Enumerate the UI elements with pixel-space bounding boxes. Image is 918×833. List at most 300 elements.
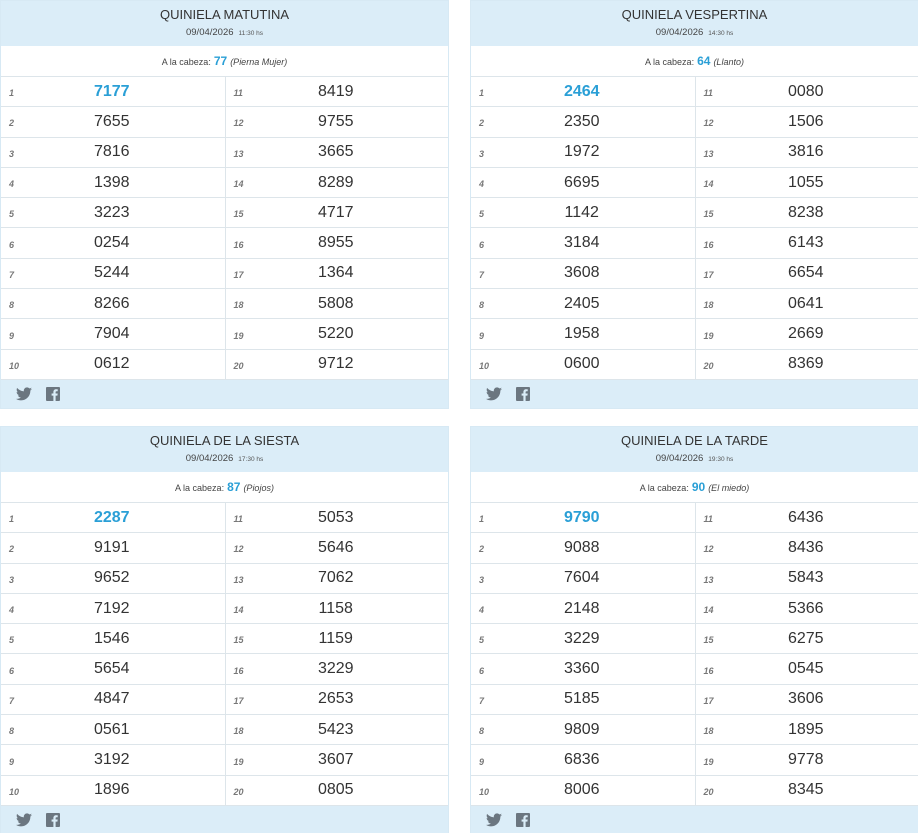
result-row [226, 138, 449, 168]
draw-date [1, 453, 448, 466]
result-row [226, 503, 449, 533]
result-number: 5185 [563, 690, 600, 708]
twitter-icon[interactable] [486, 387, 502, 401]
results-column-right [225, 503, 449, 806]
result-row [471, 776, 695, 806]
result-number: 6436 [787, 508, 824, 526]
result-row [1, 228, 225, 258]
result-number: 7604 [563, 569, 600, 587]
result-position: 16 [233, 665, 244, 676]
result-row [471, 168, 695, 198]
result-position: 13 [233, 148, 244, 159]
result-position: 2 [479, 544, 485, 555]
result-position: 9 [9, 756, 15, 767]
results-column-right [695, 503, 918, 806]
result-number: 3360 [563, 660, 600, 678]
result-number: 0561 [93, 720, 130, 738]
result-number: 3229 [563, 629, 600, 647]
result-row [471, 715, 695, 745]
result-row [1, 138, 225, 168]
draw-date-value: 09/04/2026 [655, 453, 704, 464]
result-row [471, 77, 695, 107]
cabeza-label: A la cabeza: [645, 57, 695, 67]
draw-date-value: 09/04/2026 [185, 453, 234, 464]
result-number: 9778 [787, 751, 824, 769]
result-number: 5646 [317, 538, 354, 556]
result-position: 8 [479, 300, 485, 311]
result-row [696, 107, 918, 137]
result-number: 0080 [787, 82, 824, 100]
draw-hour: 14:30 hs [708, 30, 734, 37]
result-number: 6695 [563, 173, 600, 191]
results-column-right [225, 77, 449, 380]
result-row [696, 564, 918, 594]
result-position: 1 [9, 88, 15, 99]
result-position: 14 [233, 179, 244, 190]
result-position: 12 [703, 544, 714, 555]
result-position: 1 [479, 514, 485, 525]
result-row [226, 289, 449, 319]
result-row [1, 198, 225, 228]
a-la-cabeza [471, 46, 918, 77]
card-footer [471, 380, 918, 408]
result-position: 5 [9, 635, 15, 646]
result-position: 12 [233, 544, 244, 555]
result-number: 5220 [317, 325, 354, 343]
result-row [696, 533, 918, 563]
result-row [696, 654, 918, 684]
result-number: 7904 [93, 325, 130, 343]
result-position: 6 [9, 239, 15, 250]
result-row [226, 259, 449, 289]
result-position: 7 [9, 695, 15, 706]
draw-hour: 19:30 hs [708, 456, 734, 463]
result-row [696, 624, 918, 654]
result-row [471, 624, 695, 654]
results-card-vespertina [470, 0, 918, 409]
cabeza-label: A la cabeza: [161, 57, 211, 67]
result-row [696, 138, 918, 168]
result-row [226, 168, 449, 198]
result-position: 18 [703, 726, 714, 737]
result-number: 3184 [563, 234, 600, 252]
result-number: 1159 [318, 629, 353, 647]
result-number: 8369 [787, 355, 824, 373]
result-position: 9 [479, 330, 485, 341]
result-position: 6 [479, 239, 485, 250]
result-position: 13 [233, 574, 244, 585]
result-position: 12 [703, 118, 714, 129]
result-number: 7062 [317, 569, 354, 587]
results-card-tarde [470, 426, 918, 833]
facebook-icon[interactable] [516, 387, 532, 401]
result-number: 5244 [93, 264, 130, 282]
result-position: 4 [479, 605, 485, 616]
draw-date-value: 09/04/2026 [655, 27, 704, 38]
result-position: 17 [703, 269, 714, 280]
result-position: 11 [233, 514, 243, 525]
result-number: 8955 [317, 234, 354, 252]
result-row [226, 654, 449, 684]
result-row [696, 685, 918, 715]
result-number: 1158 [318, 599, 353, 617]
card-title: QUINIELA VESPERTINA [621, 7, 768, 22]
result-number: 2669 [787, 325, 824, 343]
result-row [471, 319, 695, 349]
result-position: 16 [233, 239, 244, 250]
result-number: 2653 [317, 690, 354, 708]
results-grid [1, 503, 448, 806]
result-position: 10 [479, 360, 490, 371]
result-number: 0254 [93, 234, 130, 252]
cabeza-number: 87 [227, 480, 241, 494]
result-position: 19 [233, 756, 244, 767]
result-position: 2 [479, 118, 485, 129]
result-number: 4847 [93, 690, 130, 708]
result-number: 8419 [317, 82, 354, 100]
result-row [471, 685, 695, 715]
result-row [226, 685, 449, 715]
result-row [471, 533, 695, 563]
result-position: 8 [9, 726, 15, 737]
result-number: 3606 [787, 690, 824, 708]
result-row [1, 685, 225, 715]
result-row [226, 745, 449, 775]
result-number: 3665 [317, 143, 354, 161]
result-row [471, 198, 695, 228]
result-row [696, 594, 918, 624]
result-position: 12 [233, 118, 244, 129]
result-position: 1 [479, 88, 485, 99]
result-row [696, 350, 918, 380]
result-row [1, 503, 225, 533]
result-number: 7816 [93, 143, 130, 161]
results-card-siesta [0, 426, 449, 833]
result-position: 18 [703, 300, 714, 311]
result-position: 11 [233, 88, 243, 99]
facebook-icon[interactable] [46, 387, 62, 401]
cabeza-label: A la cabeza: [639, 483, 689, 493]
a-la-cabeza [1, 472, 448, 503]
result-row [226, 350, 449, 380]
result-number: 1142 [564, 203, 599, 221]
result-position: 10 [9, 786, 20, 797]
result-position: 8 [479, 726, 485, 737]
result-position: 14 [703, 605, 714, 616]
result-position: 6 [9, 665, 15, 676]
result-row [226, 594, 449, 624]
result-number: 6143 [787, 234, 824, 252]
result-row [1, 624, 225, 654]
result-position: 15 [703, 209, 714, 220]
result-row [696, 715, 918, 745]
result-row [696, 503, 918, 533]
result-position: 3 [9, 574, 15, 585]
result-row [471, 350, 695, 380]
card-title: QUINIELA DE LA TARDE [621, 433, 768, 448]
result-position: 20 [703, 786, 714, 797]
result-row [471, 594, 695, 624]
results-card-matutina [0, 0, 449, 409]
twitter-icon[interactable] [486, 813, 502, 827]
result-number: 3816 [787, 143, 824, 161]
result-number: 1972 [563, 143, 600, 161]
cabeza-meaning: (El miedo) [708, 483, 750, 493]
result-position: 19 [703, 756, 714, 767]
result-row [1, 350, 225, 380]
a-la-cabeza [471, 472, 918, 503]
results-column-right [695, 77, 918, 380]
draw-hour: 17:30 hs [238, 456, 264, 463]
result-position: 5 [479, 209, 485, 220]
result-row [696, 77, 918, 107]
result-position: 15 [233, 635, 244, 646]
result-position: 20 [703, 360, 714, 371]
result-number: 1055 [787, 173, 824, 191]
result-position: 8 [9, 300, 15, 311]
results-column-left [471, 77, 695, 380]
result-position: 7 [479, 269, 485, 280]
result-position: 3 [9, 148, 15, 159]
result-position: 14 [233, 605, 244, 616]
result-position: 2 [9, 118, 15, 129]
result-row [471, 228, 695, 258]
result-position: 3 [479, 148, 485, 159]
result-row [696, 228, 918, 258]
result-number: 7655 [93, 112, 130, 130]
result-position: 17 [703, 695, 714, 706]
result-row [1, 533, 225, 563]
result-number: 5423 [317, 720, 354, 738]
result-number: 3607 [317, 751, 354, 769]
result-row [471, 503, 695, 533]
result-number: 2287 [93, 508, 130, 526]
result-position: 13 [703, 148, 714, 159]
result-position: 20 [233, 360, 244, 371]
results-column-left [1, 503, 225, 806]
result-row [226, 198, 449, 228]
result-number: 5843 [787, 569, 824, 587]
result-row [696, 776, 918, 806]
result-number: 8289 [317, 173, 354, 191]
result-row [1, 745, 225, 775]
result-row [226, 228, 449, 258]
result-position: 9 [9, 330, 15, 341]
result-row [696, 745, 918, 775]
result-number: 9088 [563, 538, 600, 556]
result-number: 6836 [563, 751, 600, 769]
result-number: 3192 [93, 751, 130, 769]
card-header [1, 427, 448, 472]
result-position: 17 [233, 269, 244, 280]
result-position: 19 [233, 330, 244, 341]
result-number: 4717 [317, 203, 354, 221]
draw-date [1, 27, 448, 40]
result-number: 1546 [93, 629, 130, 647]
result-number: 1895 [787, 720, 824, 738]
twitter-icon[interactable] [16, 387, 32, 401]
card-header [471, 427, 918, 472]
result-position: 10 [9, 360, 20, 371]
result-number: 9755 [317, 112, 354, 130]
result-row [226, 77, 449, 107]
card-footer [1, 806, 448, 833]
result-row [696, 319, 918, 349]
result-number: 7177 [93, 82, 130, 100]
result-position: 11 [703, 514, 713, 525]
card-footer [1, 380, 448, 408]
result-number: 9652 [93, 569, 130, 587]
result-row [1, 776, 225, 806]
card-header [1, 1, 448, 46]
results-grid [471, 503, 918, 806]
result-row [226, 564, 449, 594]
result-number: 1364 [317, 264, 354, 282]
result-position: 15 [703, 635, 714, 646]
twitter-icon[interactable] [16, 813, 32, 827]
card-header [471, 1, 918, 46]
result-row [696, 198, 918, 228]
result-number: 8436 [787, 538, 824, 556]
result-row [1, 259, 225, 289]
result-position: 3 [479, 574, 485, 585]
cabeza-meaning: (Pierna Mujer) [230, 57, 288, 67]
result-position: 15 [233, 209, 244, 220]
result-row [696, 289, 918, 319]
result-position: 5 [9, 209, 15, 220]
a-la-cabeza [1, 46, 448, 77]
result-number: 2350 [563, 112, 600, 130]
result-position: 16 [703, 665, 714, 676]
result-number: 9790 [563, 508, 600, 526]
draw-date [471, 453, 918, 466]
result-position: 7 [479, 695, 485, 706]
result-number: 3229 [317, 660, 354, 678]
result-row [696, 259, 918, 289]
result-number: 8238 [787, 203, 824, 221]
result-number: 5654 [93, 660, 130, 678]
results-column-left [1, 77, 225, 380]
result-position: 18 [233, 726, 244, 737]
result-row [471, 564, 695, 594]
result-number: 9191 [93, 538, 130, 556]
result-row [226, 319, 449, 349]
result-number: 7192 [93, 599, 130, 617]
result-position: 10 [479, 786, 490, 797]
result-number: 1506 [787, 112, 824, 130]
draw-date-value: 09/04/2026 [185, 27, 234, 38]
result-position: 7 [9, 269, 15, 280]
result-number: 2464 [563, 82, 600, 100]
result-number: 1896 [93, 781, 130, 799]
result-number: 2405 [563, 294, 600, 312]
result-position: 9 [479, 756, 485, 767]
result-row [1, 564, 225, 594]
result-position: 14 [703, 179, 714, 190]
result-row [1, 107, 225, 137]
result-row [226, 776, 449, 806]
result-number: 8266 [93, 294, 130, 312]
result-number: 6654 [787, 264, 824, 282]
card-footer [471, 806, 918, 833]
result-number: 0600 [563, 355, 600, 373]
result-number: 9809 [563, 720, 600, 738]
result-row [1, 319, 225, 349]
results-grid [471, 77, 918, 380]
result-row [1, 594, 225, 624]
result-row [226, 715, 449, 745]
card-title: QUINIELA MATUTINA [159, 7, 290, 22]
result-number: 2148 [563, 599, 600, 617]
result-row [1, 654, 225, 684]
result-row [226, 624, 449, 654]
cabeza-meaning: (Piojos) [243, 483, 274, 493]
result-row [471, 138, 695, 168]
facebook-icon[interactable] [46, 813, 62, 827]
result-row [471, 259, 695, 289]
results-column-left [471, 503, 695, 806]
result-position: 16 [703, 239, 714, 250]
result-row [226, 107, 449, 137]
result-row [471, 745, 695, 775]
results-grid [1, 77, 448, 380]
draw-date [471, 27, 918, 40]
result-number: 1398 [93, 173, 130, 191]
result-number: 6275 [787, 629, 824, 647]
draw-hour: 11:30 hs [238, 30, 263, 37]
result-position: 19 [703, 330, 714, 341]
result-row [1, 77, 225, 107]
result-row [471, 107, 695, 137]
card-title: QUINIELA DE LA SIESTA [149, 433, 300, 448]
result-position: 18 [233, 300, 244, 311]
result-row [696, 168, 918, 198]
result-number: 0612 [93, 355, 130, 373]
result-number: 5053 [317, 508, 354, 526]
result-row [471, 289, 695, 319]
cabeza-number: 77 [213, 54, 228, 68]
facebook-icon[interactable] [516, 813, 532, 827]
result-position: 1 [9, 514, 15, 525]
result-number: 3223 [93, 203, 130, 221]
result-row [471, 654, 695, 684]
result-position: 11 [703, 88, 713, 99]
result-number: 5366 [787, 599, 824, 617]
result-number: 0805 [317, 781, 354, 799]
result-position: 4 [9, 605, 15, 616]
result-row [226, 533, 449, 563]
result-number: 0545 [787, 660, 824, 678]
result-number: 1958 [563, 325, 600, 343]
result-number: 3608 [563, 264, 600, 282]
result-position: 4 [479, 179, 485, 190]
result-row [1, 168, 225, 198]
cabeza-meaning: (Llanto) [713, 57, 744, 67]
result-position: 17 [233, 695, 244, 706]
result-number: 9712 [317, 355, 354, 373]
cabeza-number: 90 [691, 480, 706, 494]
result-position: 5 [479, 635, 485, 646]
result-row [1, 715, 225, 745]
result-row [1, 289, 225, 319]
result-position: 6 [479, 665, 485, 676]
result-number: 5808 [317, 294, 354, 312]
result-position: 4 [9, 179, 15, 190]
result-position: 2 [9, 544, 15, 555]
result-position: 13 [703, 574, 714, 585]
result-number: 8006 [563, 781, 600, 799]
cabeza-label: A la cabeza: [175, 483, 225, 493]
